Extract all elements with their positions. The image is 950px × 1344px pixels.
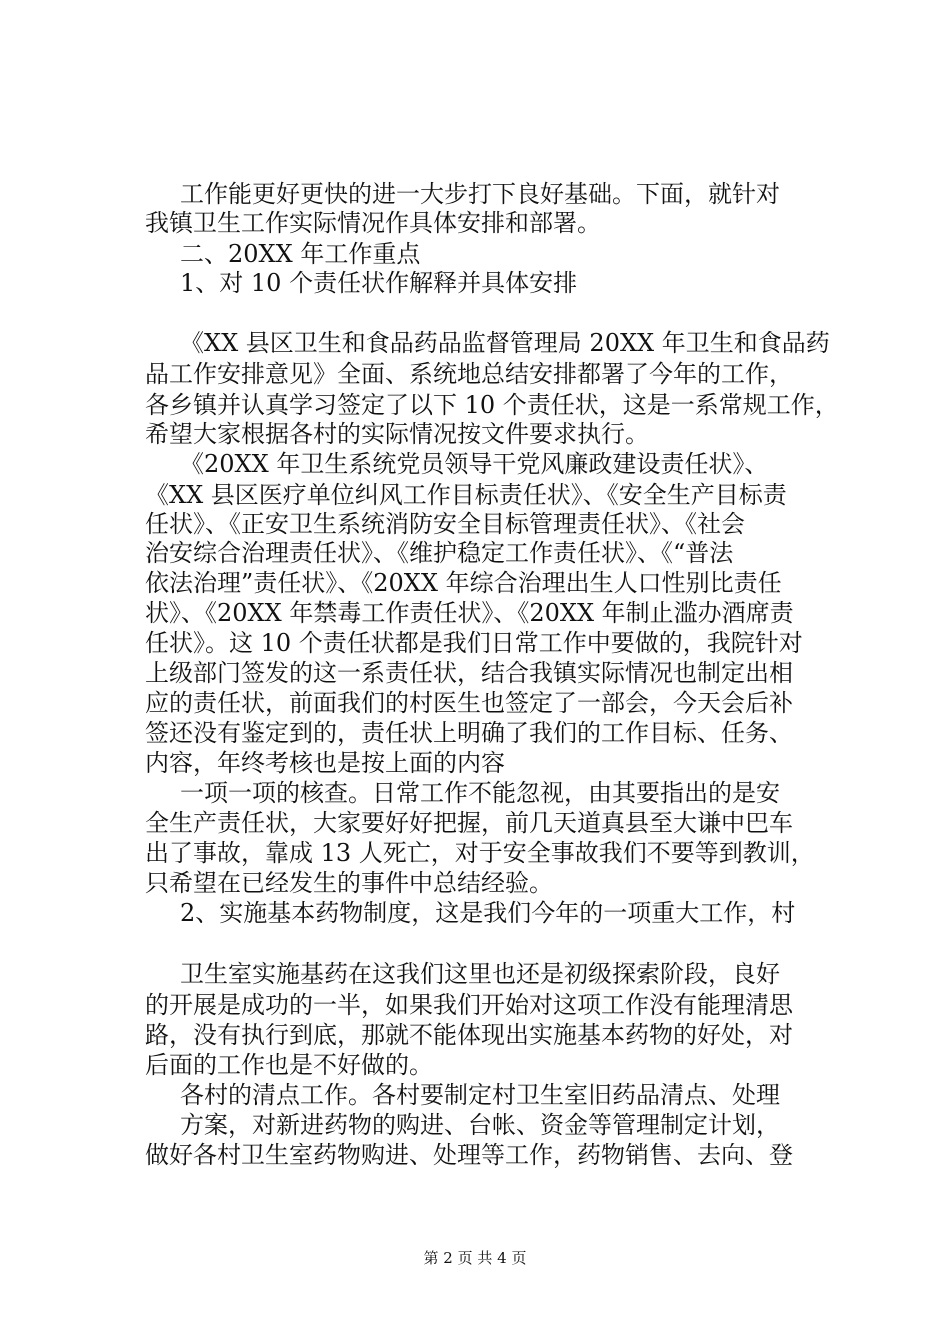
subsection-heading: 1、对 10 个责任状作解释并具体安排 (180, 269, 578, 297)
body-line: 一项一项的核查。日常工作不能忽视，由其要指出的是安 (180, 779, 780, 807)
body-line: 状》、《20XX 年禁毒工作责任状》、《20XX 年制止滥办酒席责 (145, 599, 794, 627)
body-line: 各村的清点工作。各村要制定村卫生室旧药品清点、处理 (180, 1081, 780, 1109)
body-line: 卫生室实施基药在这我们这里也还是初级探索阶段，良好 (180, 960, 780, 988)
body-line: 依法治理”责任状》、《20XX 年综合治理出生人口性别比责任 (145, 569, 782, 597)
body-line: 内容，年终考核也是按上面的内容 (145, 749, 505, 777)
page-number-footer: 第 2 页 共 4 页 (423, 1249, 527, 1267)
body-line: 全生产责任状，大家要好好把握，前几天道真县至大谦中巴车 (145, 809, 793, 837)
body-line: 只希望在已经发生的事件中总结经验。 (145, 869, 553, 897)
body-line: 品工作安排意见》全面、系统地总结安排都署了今年的工作， (145, 360, 793, 388)
body-line: 方案，对新进药物的购进、台帐、资金等管理制定计划， (180, 1111, 780, 1139)
body-line: 出了事故，靠成 13 人死亡，对于安全事故我们不要等到教训， (145, 839, 815, 867)
body-line: 上级部门签发的这一系责任状，结合我镇实际情况也制定出相 (145, 659, 793, 687)
body-line: 任状》。这 10 个责任状都是我们日常工作中要做的，我院针对 (145, 629, 803, 657)
section-heading: 二、20XX 年工作重点 (180, 240, 421, 268)
body-line: 签还没有鉴定到的，责任状上明确了我们的工作目标、任务、 (145, 719, 793, 747)
body-line: 做好各村卫生室药物购进、处理等工作，药物销售、去向、登 (145, 1141, 793, 1169)
body-line: 治安综合治理责任状》、《维护稳定工作责任状》、《“普法 (145, 539, 734, 567)
body-line: 希望大家根据各村的实际情况按文件要求执行。 (145, 420, 649, 448)
body-line: 各乡镇并认真学习签定了以下 10 个责任状，这是一系常规工作， (145, 391, 839, 419)
body-line: 应的责任状，前面我们的村医生也签定了一部会，今天会后补 (145, 689, 793, 717)
body-line: 路，没有执行到底，那就不能体现出实施基本药物的好处，对 (145, 1021, 793, 1049)
body-line: 工作能更好更快的进一大步打下良好基础。下面，就针对 (180, 180, 780, 208)
body-line: 任状》、《正安卫生系统消防安全目标管理责任状》、《社会 (145, 510, 745, 538)
body-line: 2、实施基本药物制度，这是我们今年的一项重大工作，村 (180, 899, 796, 927)
body-line: 后面的工作也是不好做的。 (145, 1051, 433, 1079)
body-line: 的开展是成功的一半，如果我们开始对这项工作没有能理清思 (145, 991, 793, 1019)
body-line: 《20XX 年卫生系统党员领导干党风廉政建设责任状》、 (180, 450, 769, 478)
body-line: 《XX 县区医疗单位纠风工作目标责任状》、《安全生产目标责 (145, 481, 787, 509)
body-line: 《XX 县区卫生和食品药品监督管理局 20XX 年卫生和食品药 (180, 329, 830, 357)
body-line: 我镇卫生工作实际情况作具体安排和部署。 (145, 209, 601, 237)
